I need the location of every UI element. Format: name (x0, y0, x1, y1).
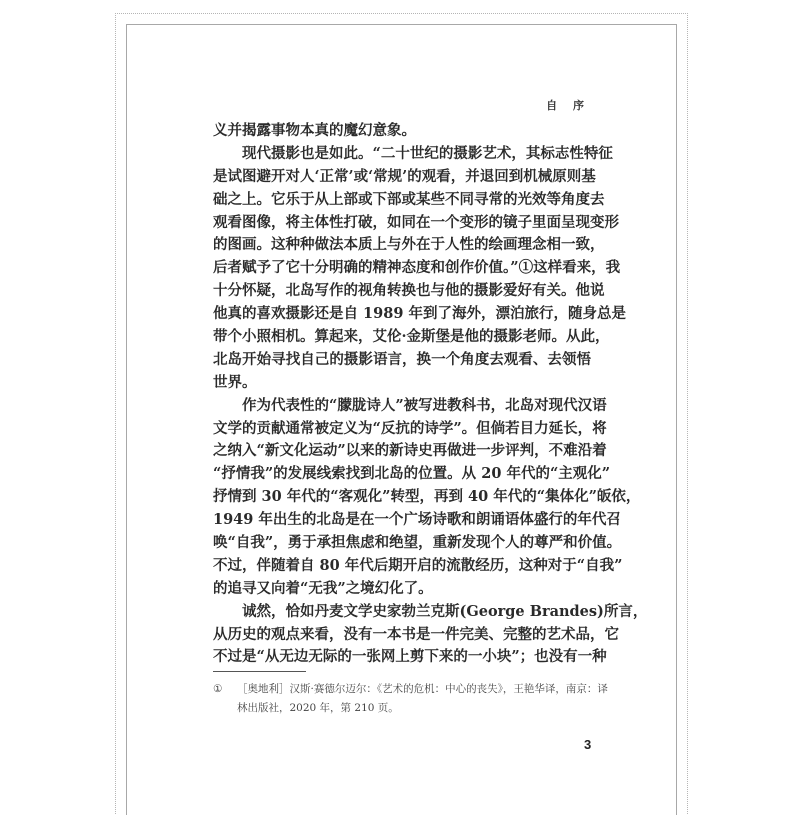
page-number: 3 (584, 737, 592, 752)
text-line: 之纳入“新文化运动”以来的新诗史再做进一步评判，不难沿着 (213, 442, 607, 460)
text-line: 1949 年出生的北岛是在一个广场诗歌和朗诵语体盛行的年代召 (213, 511, 621, 529)
footnote-marker: ① (213, 683, 223, 695)
text-line: 的图画。这种种做法本质上与外在于人性的绘画理念相一致， (213, 236, 605, 254)
text-line: 唤“自我”，勇于承担焦虑和绝望，重新发现个人的尊严和价值。 (213, 534, 622, 552)
footnote-divider (213, 671, 306, 672)
text-line: 抒情到 30 年代的“客观化”转型，再到 40 年代的“集体化”皈依， (213, 488, 641, 506)
footnote-line: 林出版社，2020 年，第 210 页。 (237, 702, 399, 714)
text-line: 作为代表性的“朦胧诗人”被写进教科书，北岛对现代汉语 (242, 396, 607, 414)
footnote-line: ［奥地利］汉斯·赛德尔迈尔：《艺术的危机：中心的丧失》，王艳华译，南京：译 (237, 683, 608, 695)
text-line: 他真的喜欢摄影还是自 1989 年到了海外，漂泊旅行，随身总是 (213, 305, 626, 323)
running-header: 自 序 (546, 99, 590, 112)
body-text (213, 120, 648, 669)
text-line: 不过，伴随着自 80 年代后期开启的流散经历，这种对于“自我” (213, 556, 623, 574)
text-line: 础之上。它乐于从上部或下部或某些不同寻常的光效等角度去 (213, 190, 605, 208)
text-line: 不过是“从无边无际的一张网上剪下来的一小块”；也没有一种 (213, 648, 607, 666)
text-line: 是试图避开对人‘正常’或‘常规’的观看，并退回到机械原则基 (213, 167, 596, 185)
text-line: 文学的贡献通常被定义为“反抗的诗学”。但倘若目力延长，将 (213, 419, 607, 437)
text-line: 从历史的观点来看，没有一本书是一件完美、完整的艺术品，它 (213, 625, 619, 643)
text-line: 现代摄影也是如此。“二十世纪的摄影艺术，其标志性特征 (242, 144, 613, 162)
footnote (213, 680, 608, 718)
text-line: 世界。 (213, 373, 257, 391)
text-line: 观看图像，将主体性打破，如同在一个变形的镜子里面呈现变形 (213, 213, 619, 231)
text-line: 带个小照相机。算起来，艾伦·金斯堡是他的摄影老师。从此， (213, 328, 610, 346)
text-line: “抒情我”的发展线索找到北岛的位置。从 20 年代的“主观化” (213, 465, 611, 483)
text-line: 的追寻又向着“无我”之境幻化了。 (213, 579, 433, 597)
text-line: 诚然，恰如丹麦文学史家勃兰克斯(George Brandes)所言， (242, 602, 648, 620)
text-line: 义并揭露事物本真的魔幻意象。 (213, 122, 416, 139)
text-line: 后者赋予了它十分明确的精神态度和创作价值。”①这样看来，我 (213, 259, 621, 277)
text-line: 北岛开始寻找自己的摄影语言，换一个角度去观看、去领悟 (213, 350, 591, 368)
text-line: 十分怀疑，北岛写作的视角转换也与他的摄影爱好有关。他说 (213, 282, 605, 300)
